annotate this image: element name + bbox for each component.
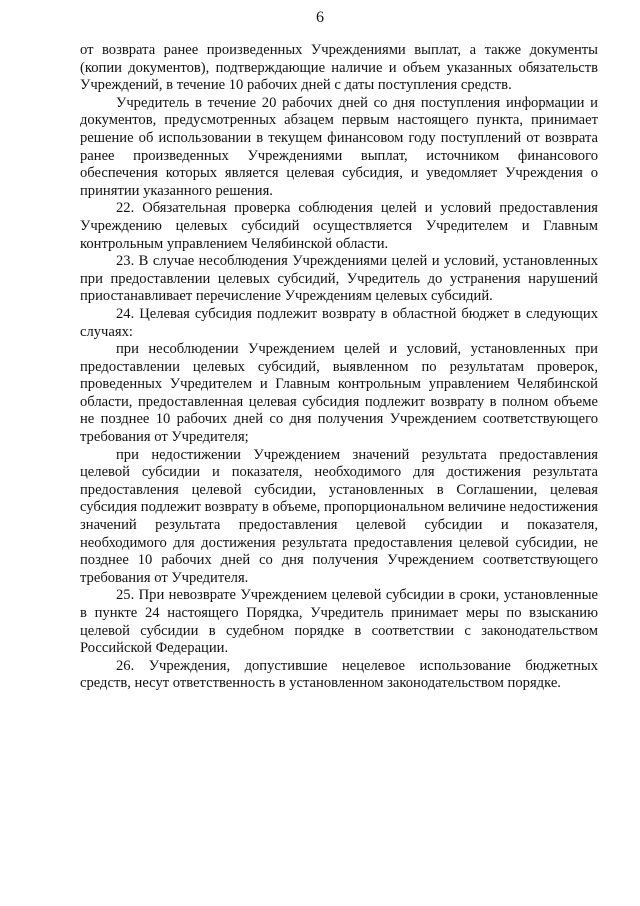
paragraph-item-25: 25. При невозврате Учреждением целевой субсидии в сроки, установленные в пункте 24 настоящего Порядка, Учредитель принимает меры по взысканию целевой субсидии в судебном порядке в соответствии с законодательством Российской Федерации.: [80, 587, 598, 657]
paragraph-item-24-case-2: при недостижении Учреждением значений результата предоставления целевой субсидии и показателя, необходимого для достижения результата предоставления целевой субсидии, установленных в Соглашении, целевая субсидия подлежит возврату в объеме, пропорциональном величине недостижения значений результата предоставления целевой субсидии и показателя, необходимого для достижения результата предоставления целевой субсидии, не позднее 10 рабочих дней со дня получения Учреждением соответствующего требования от Учредителя.: [80, 446, 598, 586]
page-number: 6: [316, 9, 324, 26]
paragraph-item-22: 22. Обязательная проверка соблюдения целей и условий предоставления Учреждению целевых субсидий осуществляется Учредителем и Главным контрольным управлением Челябинской области.: [80, 200, 598, 252]
paragraph-item-24-case-1: при несоблюдении Учреждением целей и условий, установленных при предоставлении целевых субсидий, выявленном по результатам проверок, проведенных Учредителем и Главным контрольным управлением Челябинской области, предоставленная целевая субсидия подлежит возврату в полном объеме не позднее 10 рабочих дней со дня получения Учреждением соответствующего требования от Учредителя;: [80, 341, 598, 446]
paragraph-founder-decision: Учредитель в течение 20 рабочих дней со дня поступления информации и документов, предусмотренных абзацем первым настоящего пункта, принимает решение об использовании в текущем финансовом году поступлений от возврата ранее произведенных Учреждениями выплат, источником финансового обеспечения которых является целевая субсидия, и уведомляет Учреждения о принятии указанного решения.: [80, 94, 598, 199]
paragraph-item-23: 23. В случае несоблюдения Учреждениями целей и условий, установленных при предоставлении целевых субсидий, Учредитель до устранения нарушений приостанавливает перечисление Учреждениям целевых субсидий.: [80, 253, 598, 305]
paragraph-item-26: 26. Учреждения, допустившие нецелевое использование бюджетных средств, несут ответственность в установленном законодательством порядке.: [80, 657, 598, 692]
paragraph-item-24: 24. Целевая субсидия подлежит возврату в областной бюджет в следующих случаях:: [80, 305, 598, 340]
document-body: [80, 42, 598, 693]
paragraph-continuation: от возврата ранее произведенных Учреждениями выплат, а также документы (копии документов), подтверждающие наличие и объем указанных обязательств Учреждений, в течение 10 рабочих дней с даты поступления средств.: [80, 42, 598, 94]
